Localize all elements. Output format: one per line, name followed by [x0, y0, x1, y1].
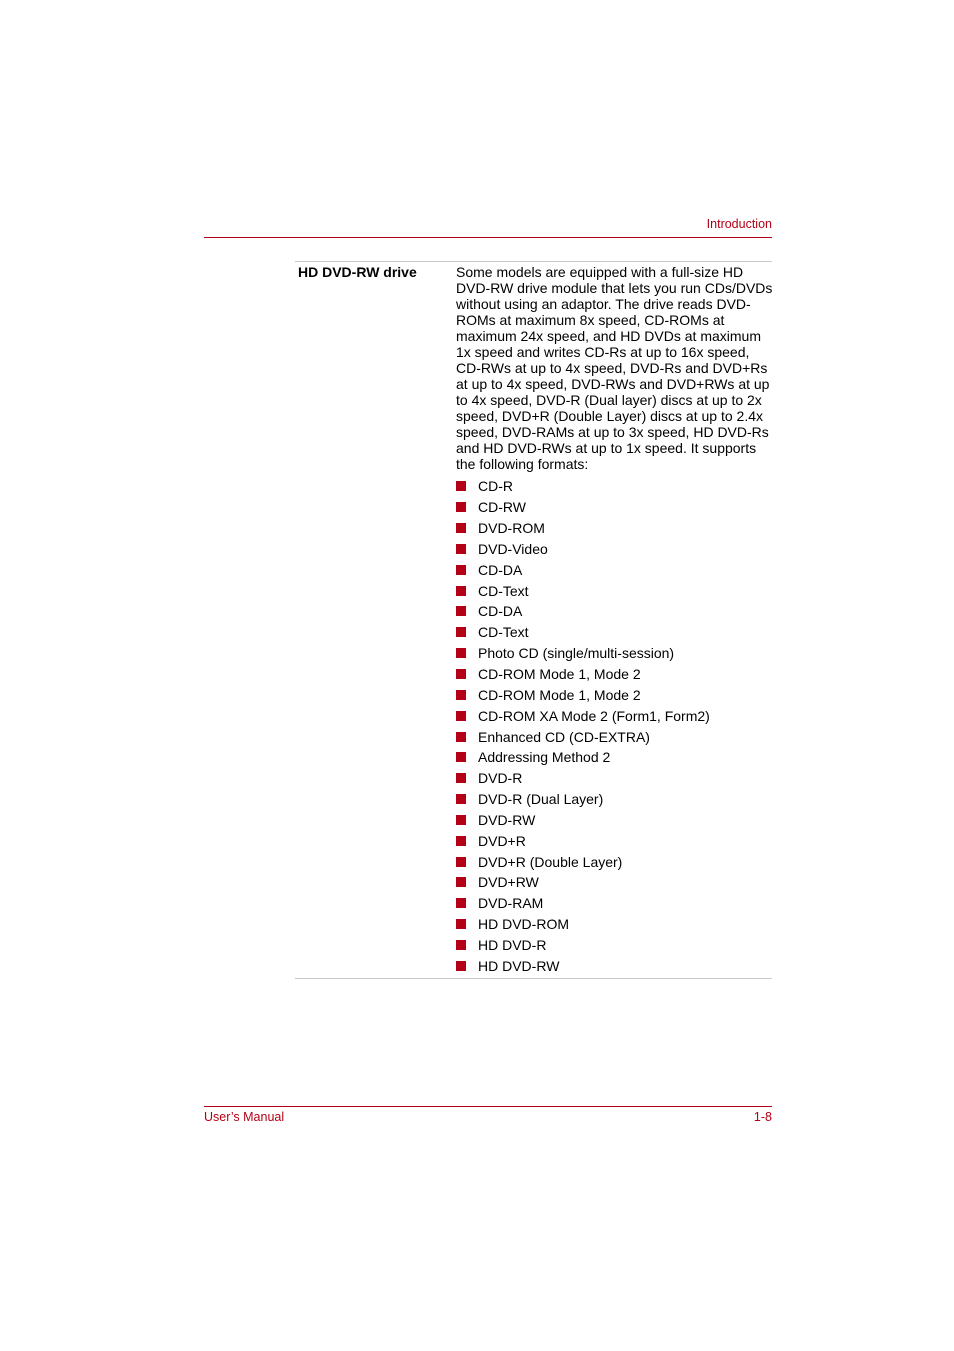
- square-bullet-icon: [456, 481, 466, 491]
- list-item: [456, 830, 710, 851]
- format-label: DVD-Video: [478, 540, 548, 557]
- format-label: CD-Text: [478, 624, 529, 641]
- format-label: Enhanced CD (CD-EXTRA): [478, 728, 650, 745]
- square-bullet-icon: [456, 857, 466, 867]
- format-label: Addressing Method 2: [478, 749, 611, 766]
- square-bullet-icon: [456, 815, 466, 825]
- list-item: [456, 497, 710, 518]
- format-label: Photo CD (single/multi-session): [478, 645, 675, 662]
- format-label: HD DVD-ROM: [478, 916, 569, 933]
- square-bullet-icon: [456, 669, 466, 679]
- format-label: CD-DA: [478, 561, 523, 578]
- footer-manual-title: User’s Manual: [204, 1110, 285, 1124]
- format-label: DVD-RAM: [478, 895, 544, 912]
- format-label: CD-ROM Mode 1, Mode 2: [478, 686, 641, 703]
- list-item: [456, 893, 710, 914]
- header-rule: [204, 237, 772, 238]
- footer-page-number: 1-8: [753, 1110, 772, 1124]
- list-item: [456, 539, 710, 560]
- format-label: DVD-ROM: [478, 520, 545, 537]
- table-bottom-rule: [295, 978, 772, 979]
- list-item: [456, 851, 710, 872]
- table-top-rule: [295, 261, 772, 262]
- square-bullet-icon: [456, 523, 466, 533]
- square-bullet-icon: [456, 544, 466, 554]
- format-list: [456, 476, 710, 976]
- format-label: CD-ROM Mode 1, Mode 2: [478, 666, 641, 683]
- square-bullet-icon: [456, 502, 466, 512]
- format-label: HD DVD-R: [478, 936, 547, 953]
- format-label: DVD+R: [478, 832, 526, 849]
- format-label: CD-ROM XA Mode 2 (Form1, Form2): [478, 707, 710, 724]
- square-bullet-icon: [456, 752, 466, 762]
- list-item: [456, 601, 710, 622]
- square-bullet-icon: [456, 606, 466, 616]
- square-bullet-icon: [456, 586, 466, 596]
- square-bullet-icon: [456, 627, 466, 637]
- footer-rule: [204, 1106, 772, 1107]
- list-item: [456, 476, 710, 497]
- square-bullet-icon: [456, 773, 466, 783]
- format-label: DVD-RW: [478, 811, 536, 828]
- square-bullet-icon: [456, 794, 466, 804]
- list-item: [456, 726, 710, 747]
- format-label: DVD+R (Double Layer): [478, 853, 623, 870]
- list-item: [456, 935, 710, 956]
- list-item: [456, 872, 710, 893]
- list-item: [456, 518, 710, 539]
- spec-term: HD DVD-RW drive: [298, 264, 417, 280]
- running-header-section: Introduction: [706, 217, 772, 231]
- format-label: CD-R: [478, 478, 513, 495]
- square-bullet-icon: [456, 711, 466, 721]
- format-label: DVD-R: [478, 770, 523, 787]
- square-bullet-icon: [456, 898, 466, 908]
- square-bullet-icon: [456, 919, 466, 929]
- list-item: [456, 705, 710, 726]
- format-label: CD-RW: [478, 499, 526, 516]
- list-item: [456, 955, 710, 976]
- list-item: [456, 664, 710, 685]
- list-item: [456, 789, 710, 810]
- list-item: [456, 559, 710, 580]
- list-item: [456, 810, 710, 831]
- format-label: CD-DA: [478, 603, 523, 620]
- square-bullet-icon: [456, 940, 466, 950]
- list-item: [456, 747, 710, 768]
- spec-description: Some models are equipped with a full-size HD DVD-RW drive module that lets you run CDs/DVDs without using an adaptor. The drive reads DVD-ROMs at maximum 8x speed, CD-ROMs at maximum 24x speed, and HD DVDs at maximum 1x speed and writes CD-Rs at up to 16x speed, CD-RWs at up to 4x speed, DVD-Rs and DVD+Rs at up to 4x speed, DVD-RWs and DVD+RWs at up to 4x speed, DVD-R (Dual layer) discs at up to 2x speed, DVD+R (Double Layer) discs at up to 2.4x speed, DVD-RAMs at up to 3x speed, HD DVD-Rs and HD DVD-RWs at up to 1x speed. It supports the following formats:: [456, 264, 773, 472]
- format-label: HD DVD-RW: [478, 957, 560, 974]
- square-bullet-icon: [456, 690, 466, 700]
- format-label: DVD+RW: [478, 874, 539, 891]
- square-bullet-icon: [456, 961, 466, 971]
- format-label: CD-Text: [478, 582, 529, 599]
- list-item: [456, 914, 710, 935]
- square-bullet-icon: [456, 648, 466, 658]
- list-item: [456, 580, 710, 601]
- list-item: [456, 643, 710, 664]
- list-item: [456, 622, 710, 643]
- list-item: [456, 684, 710, 705]
- format-label: DVD-R (Dual Layer): [478, 791, 604, 808]
- square-bullet-icon: [456, 836, 466, 846]
- list-item: [456, 768, 710, 789]
- square-bullet-icon: [456, 877, 466, 887]
- square-bullet-icon: [456, 732, 466, 742]
- square-bullet-icon: [456, 565, 466, 575]
